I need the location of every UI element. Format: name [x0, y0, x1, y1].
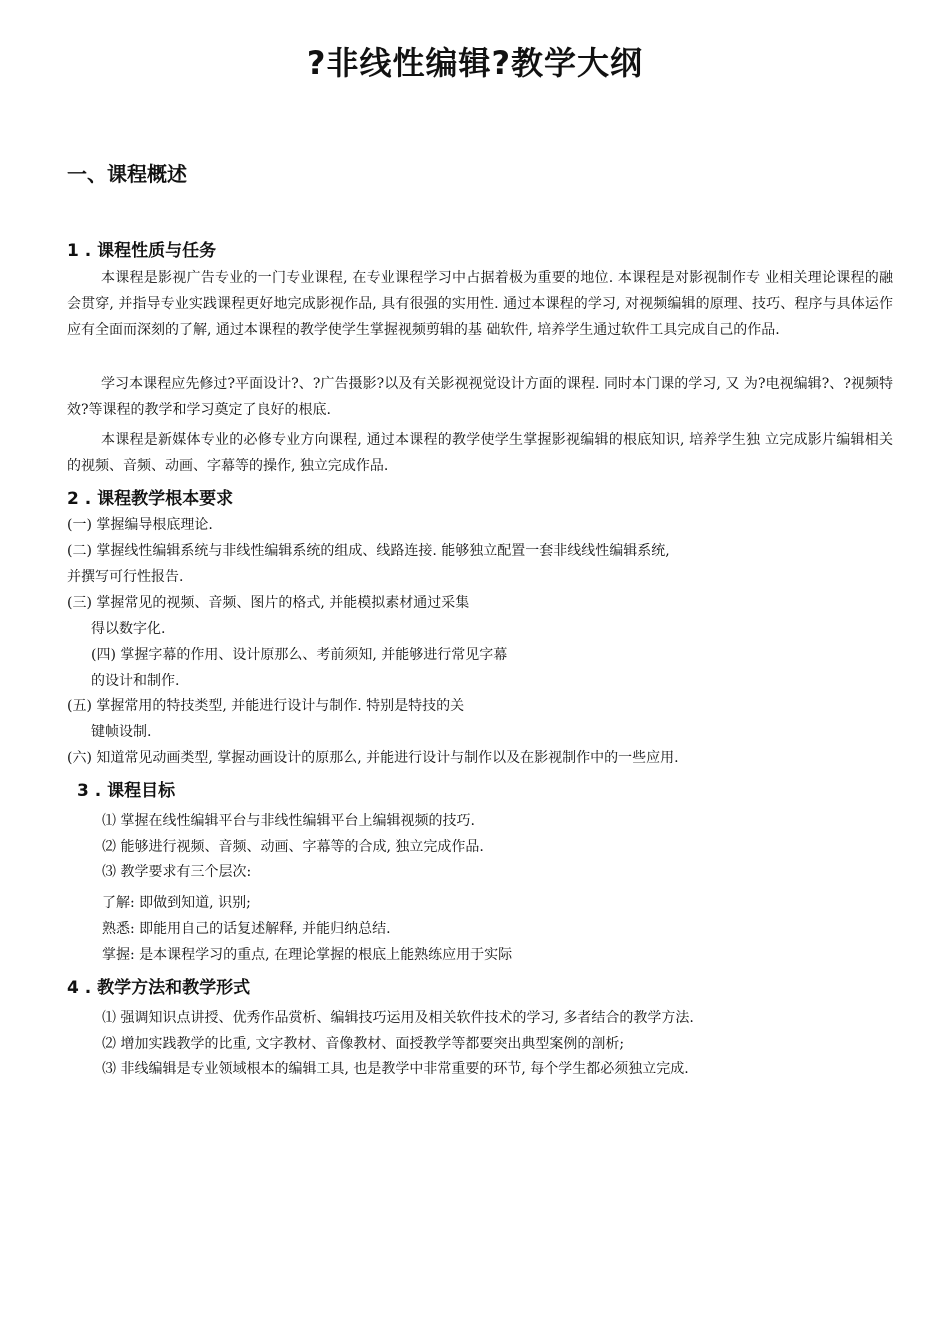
- requirement-item-4: (四) 掌握字幕的作用、设计原那么、考前须知, 并能够进行常见字幕: [91, 647, 508, 663]
- subsection-heading-objectives: 3 . 课程目标: [77, 781, 176, 801]
- method-item-1: ⑴ 强调知识点讲授、优秀作品赏析、编辑技巧运用及相关软件技术的学习, 多者结合的教学方法.: [102, 1010, 694, 1026]
- subsection-heading-methods: 4 . 教学方法和教学形式: [67, 978, 251, 998]
- objective-item-1: ⑴ 掌握在线性编辑平台与非线性编辑平台上编辑视频的技巧.: [102, 813, 475, 829]
- method-item-2: ⑵ 增加实践教学的比重, 文字教材、音像教材、面授教学等都要突出典型案例的剖析;: [102, 1036, 625, 1052]
- requirement-item-3-cont: 得以数字化.: [91, 621, 166, 637]
- paragraph-new-media: 本课程是新媒体专业的必修专业方向课程, 通过本课程的教学使学生掌握影视编辑的根底知识, 培养学生独 立完成影片编辑相关的视频、音频、动画、字幕等的操作, 独立完成作品.: [67, 432, 893, 474]
- requirement-item-2: (二) 掌握线性编辑系统与非线性编辑系统的组成、线路连接. 能够独立配置一套非线线性编辑系统,: [67, 543, 670, 559]
- section-heading-overview: 一、课程概述: [67, 162, 187, 186]
- requirement-item-6: (六) 知道常见动画类型, 掌握动画设计的原那么, 并能进行设计与制作以及在影视制作中的一些应用.: [67, 750, 679, 766]
- requirement-item-3: (三) 掌握常见的视频、音频、图片的格式, 并能模拟素材通过采集: [67, 595, 470, 611]
- requirement-item-5: (五) 掌握常用的特技类型, 并能进行设计与制作. 特别是特技的关: [67, 698, 465, 714]
- requirement-item-4-cont: 的设计和制作.: [91, 673, 180, 689]
- objective-level-familiar: 熟悉: 即能用自己的话复述解释, 并能归纳总结.: [102, 921, 391, 937]
- method-item-3: ⑶ 非线编辑是专业领域根本的编辑工具, 也是教学中非常重要的环节, 每个学生都必须独立完成.: [102, 1061, 689, 1077]
- objective-item-2: ⑵ 能够进行视频、音频、动画、字幕等的合成, 独立完成作品.: [102, 839, 484, 855]
- requirement-item-2-cont: 并撰写可行性报告.: [67, 569, 184, 585]
- subsection-heading-requirements: 2 . 课程教学根本要求: [67, 489, 234, 509]
- subsection-heading-nature: 1 . 课程性质与任务: [67, 241, 217, 261]
- paragraph-prerequisites: 学习本课程应先修过?平面设计?、?广告摄影?以及有关影视视觉设计方面的课程. 同时本门课的学习, 又 为?电视编辑?、?视频特效?等课程的教学和学习奠定了良好的根底.: [67, 376, 893, 418]
- requirement-item-1: (一) 掌握编导根底理论.: [67, 517, 213, 533]
- objective-item-3: ⑶ 教学要求有三个层次:: [102, 864, 252, 880]
- document-title: ?非线性编辑?教学大纲: [306, 44, 644, 82]
- objective-level-master: 掌握: 是本课程学习的重点, 在理论掌握的根底上能熟练应用于实际: [102, 947, 513, 963]
- requirement-item-5-cont: 键帧设制.: [91, 724, 152, 740]
- paragraph-course-nature: 本课程是影视广告专业的一门专业课程, 在专业课程学习中占据着极为重要的地位. 本课程是对影视制作专 业相关理论课程的融会贯穿, 并指导专业实践课程更好地完成影视作品, 具有很强的实用性. 通过本课程的学习, 对视频编辑的原理、技巧、程序与具体运作应有全面而深刻的了解, 通过本课程的教学使学生掌握视频剪辑的基 础软件, 培养学生通过软件工具完成自己的作品.: [67, 270, 893, 338]
- objective-level-understand: 了解: 即做到知道, 识别;: [102, 895, 251, 911]
